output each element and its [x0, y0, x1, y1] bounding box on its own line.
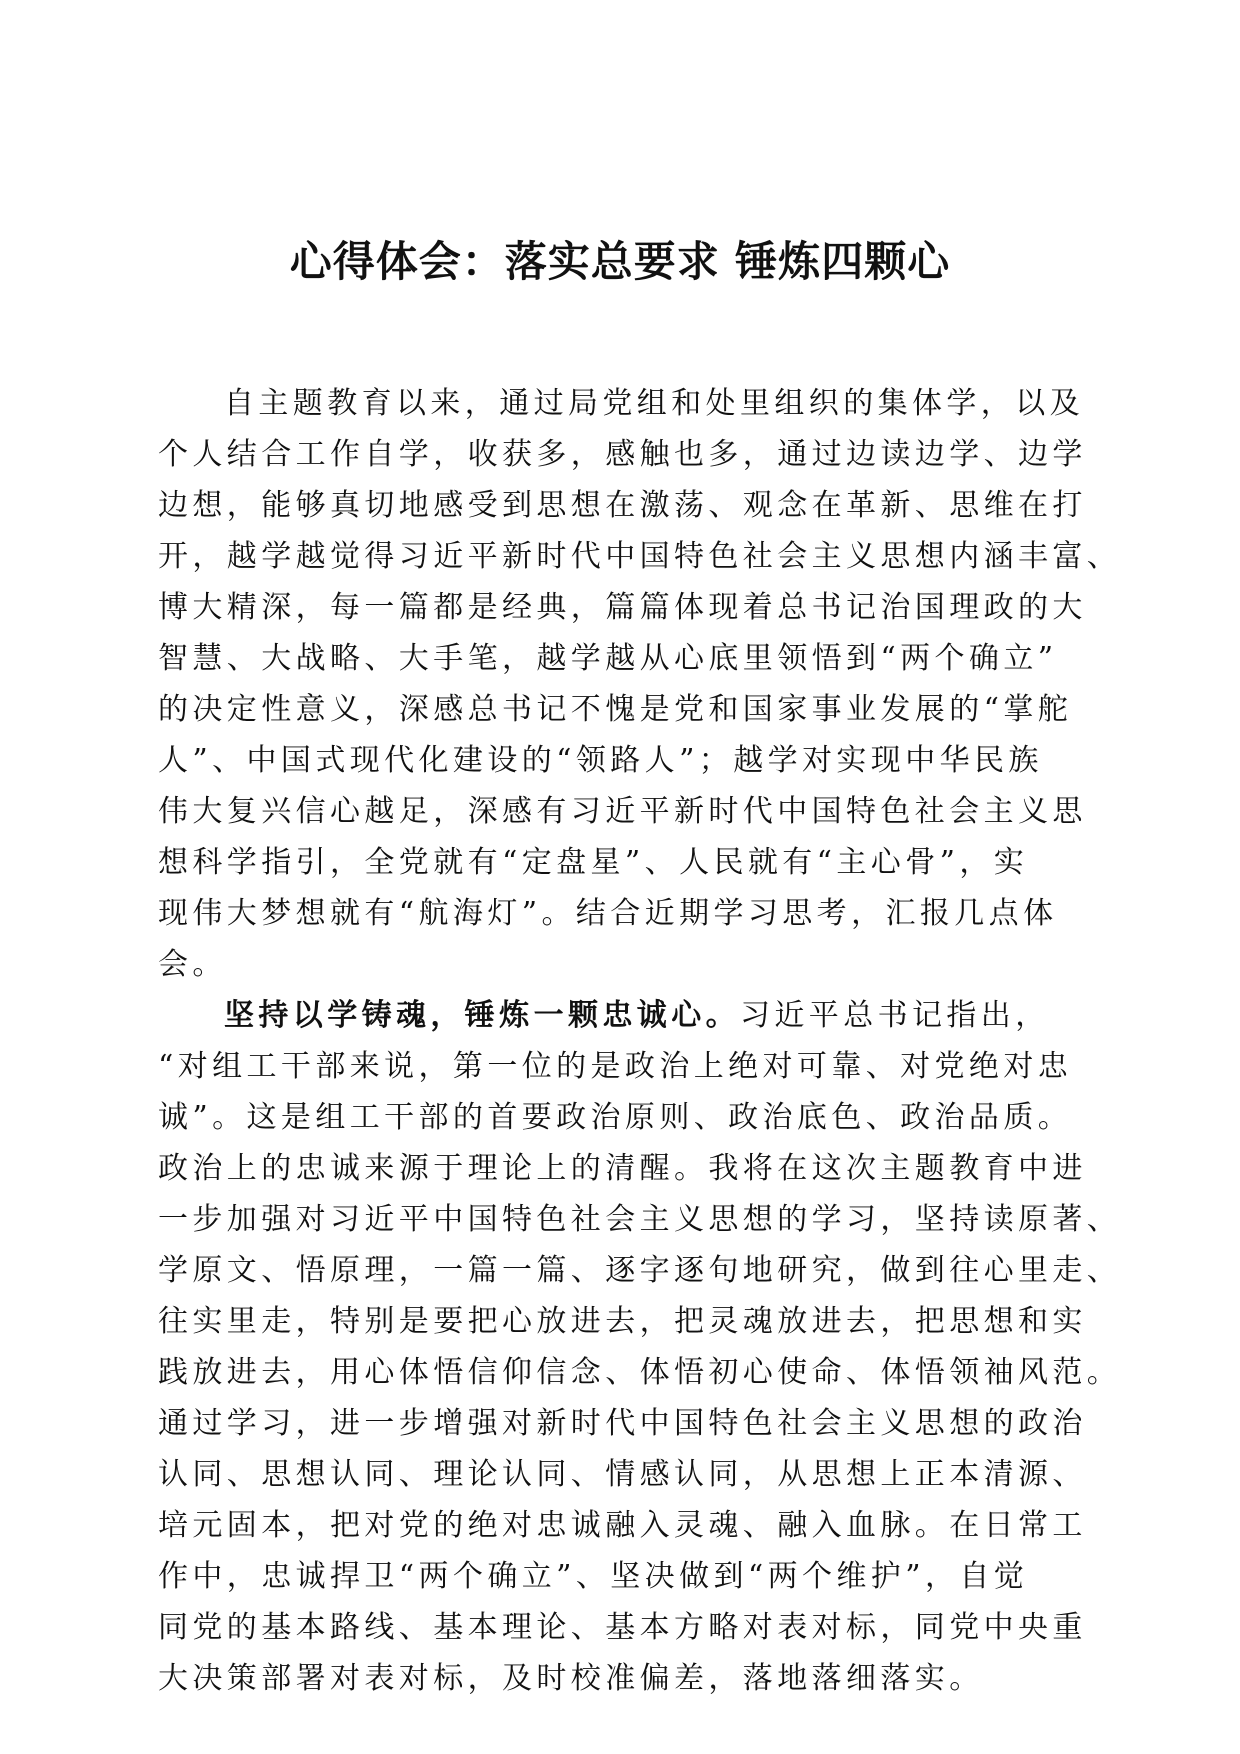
text-line: “对组工干部来说，第一位的是政治上绝对可靠、对党绝对忠	[158, 1049, 1073, 1084]
section-heading: 坚持以学铸魂，锤炼一颗忠诚心。	[224, 998, 740, 1033]
text-line: 学原文、悟原理，一篇一篇、逐字逐句地研究，做到往心里走、	[158, 1253, 1122, 1288]
paragraph-intro	[158, 378, 1122, 990]
text-line: 现伟大梦想就有“航海灯”。结合近期学习思考，汇报几点体	[158, 896, 1058, 931]
text-line: 个人结合工作自学，收获多，感触也多，通过边读边学、边学	[158, 437, 1087, 472]
text-line: 通过学习，进一步增强对新时代中国特色社会主义思想的政治	[158, 1406, 1087, 1441]
text-line: 想科学指引，全党就有“定盘星”、人民就有“主心骨”，实	[158, 845, 1029, 880]
text-line: 作中，忠诚捍卫“两个确立”、坚决做到“两个维护”，自觉	[158, 1559, 1029, 1594]
text-segment: 习近平总书记指出，	[740, 998, 1050, 1033]
text-line: 会。	[158, 947, 227, 982]
paragraph-first-line	[158, 990, 1082, 1041]
text-line: 伟大复兴信心越足，深感有习近平新时代中国特色社会主义思	[158, 794, 1087, 829]
text-line: 人”、中国式现代化建设的“领路人”；越学对实现中华民族	[158, 743, 1043, 778]
text-line: 同党的基本路线、基本理论、基本方略对表对标，同党中央重	[158, 1610, 1087, 1645]
text-line: 博大精深，每一篇都是经典，篇篇体现着总书记治国理政的大	[158, 590, 1087, 625]
text-line: 践放进去，用心体悟信仰信念、体悟初心使命、体悟领袖风范。	[158, 1355, 1122, 1390]
page-title: 心得体会：落实总要求 锤炼四颗心	[289, 237, 951, 286]
text-line: 大决策部署对表对标，及时校准偏差，落地落细落实。	[158, 1661, 984, 1696]
text-line: 边想，能够真切地感受到思想在激荡、观念在革新、思维在打	[158, 488, 1087, 523]
text-line: 自主题教育以来，通过局党组和处里组织的集体学，以及	[224, 386, 1084, 421]
document-body	[158, 378, 1122, 1704]
text-line: 诚”。这是组工干部的首要政治原则、政治底色、政治品质。	[158, 1100, 1073, 1135]
text-line: 智慧、大战略、大手笔，越学越从心底里领悟到“两个确立”	[158, 641, 1058, 676]
text-line: 的决定性意义，深感总书记不愧是党和国家事业发展的“掌舵	[158, 692, 1073, 727]
text-line: 政治上的忠诚来源于理论上的清醒。我将在这次主题教育中进	[158, 1151, 1087, 1186]
text-line: 开，越学越觉得习近平新时代中国特色社会主义思想内涵丰富、	[158, 539, 1122, 574]
text-line: 往实里走，特别是要把心放进去，把灵魂放进去，把思想和实	[158, 1304, 1087, 1339]
text-line: 培元固本，把对党的绝对忠诚融入灵魂、融入血脉。在日常工	[158, 1508, 1087, 1543]
paragraph-loyalty	[158, 990, 1122, 1704]
text-line: 一步加强对习近平中国特色社会主义思想的学习，坚持读原著、	[158, 1202, 1122, 1237]
text-line: 认同、思想认同、理论认同、情感认同，从思想上正本清源、	[158, 1457, 1087, 1492]
